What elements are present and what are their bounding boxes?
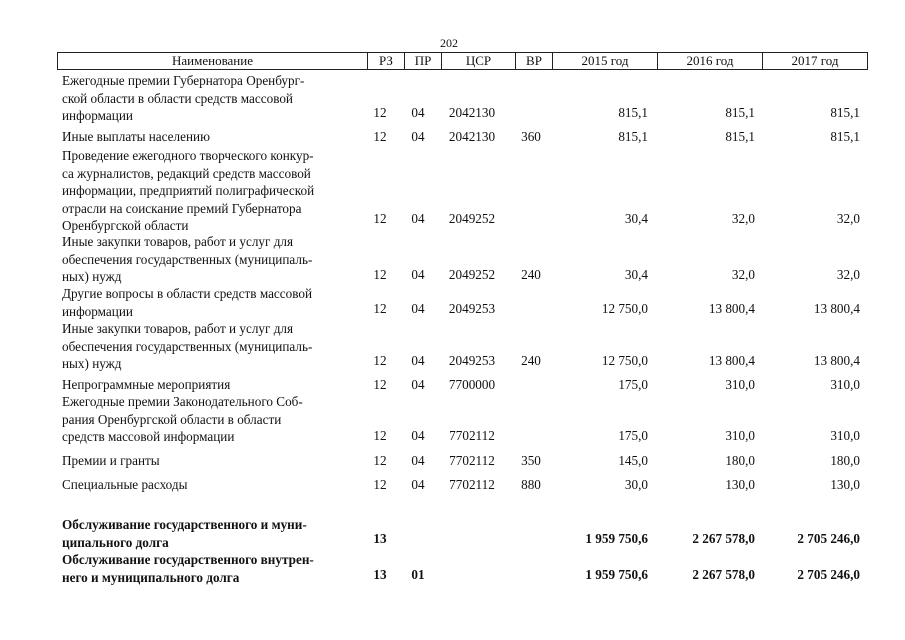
cell-y2016: 310,0	[725, 428, 755, 443]
cell-csr: 2049253	[448, 301, 496, 316]
row-name: Непрограммные мероприятия	[62, 377, 231, 392]
header-vr: ВР	[516, 53, 553, 69]
cell-y2015: 1 959 750,6	[585, 531, 648, 546]
cell-y2016: 13 800,4	[708, 353, 755, 368]
cell-y2017: 130,0	[830, 477, 860, 492]
cell-pr: 04	[411, 428, 425, 443]
cell-csr: 7702112	[449, 428, 495, 443]
cell-y2015: 145,0	[618, 453, 648, 468]
row-name: Обслуживание государственного и муни- ципального долга	[62, 517, 307, 550]
header-name: Наименование	[58, 53, 368, 69]
cell-pr: 04	[411, 211, 425, 226]
cell-y2017: 310,0	[830, 377, 860, 392]
row-name: Ежегодные премии Губернатора Оренбург- ской области в области средств массовой информации	[62, 73, 305, 123]
cell-csr: 2049252	[448, 211, 496, 226]
cell-rz: 12	[373, 453, 387, 468]
cell-y2015: 12 750,0	[601, 301, 648, 316]
cell-y2015: 30,4	[624, 211, 648, 226]
cell-rz: 12	[373, 211, 387, 226]
cell-y2016: 815,1	[725, 105, 755, 120]
cell-pr: 04	[411, 301, 425, 316]
cell-y2017: 2 705 246,0	[797, 567, 860, 582]
header-2017: 2017 год	[791, 53, 839, 68]
row-name: Другие вопросы в области средств массовой информации	[62, 286, 313, 319]
cell-rz: 12	[373, 477, 387, 492]
cell-rz: 12	[373, 105, 387, 120]
cell-csr: 2049253	[448, 353, 496, 368]
cell-y2015: 815,1	[618, 105, 648, 120]
cell-rz: 12	[373, 377, 387, 392]
cell-rz: 13	[373, 567, 387, 582]
cell-y2017: 815,1	[830, 105, 860, 120]
cell-pr: 01	[411, 567, 425, 582]
cell-y2017: 13 800,4	[813, 353, 860, 368]
cell-y2015: 1 959 750,6	[585, 567, 648, 582]
table-header	[57, 52, 868, 70]
cell-y2017: 815,1	[830, 129, 860, 144]
cell-y2017: 32,0	[836, 267, 860, 282]
cell-y2017: 180,0	[830, 453, 860, 468]
cell-y2015: 30,4	[624, 267, 648, 282]
cell-csr: 2042130	[448, 105, 496, 120]
cell-y2016: 130,0	[725, 477, 755, 492]
header-rz: РЗ	[368, 53, 405, 69]
cell-vr: 240	[521, 353, 541, 368]
cell-pr: 04	[411, 129, 425, 144]
cell-y2015: 175,0	[618, 377, 648, 392]
cell-y2017: 2 705 246,0	[797, 531, 860, 546]
cell-pr: 04	[411, 267, 425, 282]
cell-y2015: 175,0	[618, 428, 648, 443]
cell-pr: 04	[411, 105, 425, 120]
row-name: Проведение ежегодного творческого конкур- са журналистов, редакций средств массовой информации, предприятий полиграфической отрасли на соискание премий Губернатора Оренбургской области	[62, 148, 315, 233]
cell-rz: 13	[373, 531, 387, 546]
cell-pr: 04	[411, 377, 425, 392]
cell-y2016: 310,0	[725, 377, 755, 392]
cell-pr: 04	[411, 353, 425, 368]
header-pr: ПР	[405, 53, 442, 69]
cell-rz: 12	[373, 353, 387, 368]
cell-vr: 880	[521, 477, 541, 492]
cell-rz: 12	[373, 267, 387, 282]
cell-y2015: 30,0	[624, 477, 648, 492]
cell-vr: 240	[521, 267, 541, 282]
cell-rz: 12	[373, 301, 387, 316]
cell-pr: 04	[411, 477, 425, 492]
cell-y2017: 310,0	[830, 428, 860, 443]
cell-y2016: 180,0	[725, 453, 755, 468]
cell-y2016: 815,1	[725, 129, 755, 144]
cell-csr: 7702112	[449, 477, 495, 492]
row-name: Иные закупки товаров, работ и услуг для обеспечения государственных (муниципаль- ных) нужд	[62, 234, 313, 284]
row-name: Премии и гранты	[62, 453, 160, 468]
row-name: Обслуживание государственного внутрен- него и муниципального долга	[62, 552, 314, 585]
page-number: 202	[440, 36, 458, 50]
cell-y2015: 12 750,0	[601, 353, 648, 368]
header-csr: ЦСР	[442, 53, 516, 69]
cell-y2016: 13 800,4	[708, 301, 755, 316]
cell-vr: 360	[521, 129, 541, 144]
cell-rz: 12	[373, 129, 387, 144]
cell-y2016: 32,0	[731, 211, 755, 226]
cell-y2017: 32,0	[836, 211, 860, 226]
row-name: Ежегодные премии Законодательного Соб- рания Оренбургской области в области средств массовой информации	[62, 394, 303, 444]
cell-csr: 2049252	[448, 267, 496, 282]
cell-csr: 2042130	[448, 129, 496, 144]
cell-y2017: 13 800,4	[813, 301, 860, 316]
cell-vr: 350	[521, 453, 541, 468]
cell-rz: 12	[373, 428, 387, 443]
cell-y2015: 815,1	[618, 129, 648, 144]
header-2015: 2015 год	[553, 53, 658, 69]
cell-y2016: 2 267 578,0	[692, 567, 755, 582]
cell-y2016: 32,0	[731, 267, 755, 282]
header-2016: 2016 год	[658, 53, 763, 69]
row-name: Специальные расходы	[62, 477, 188, 492]
cell-pr: 04	[411, 453, 425, 468]
cell-csr: 7700000	[448, 377, 496, 392]
cell-y2016: 2 267 578,0	[692, 531, 755, 546]
row-name: Иные выплаты населению	[62, 129, 210, 144]
cell-csr: 7702112	[449, 453, 495, 468]
row-name: Иные закупки товаров, работ и услуг для обеспечения государственных (муниципаль- ных) нужд	[62, 321, 313, 371]
